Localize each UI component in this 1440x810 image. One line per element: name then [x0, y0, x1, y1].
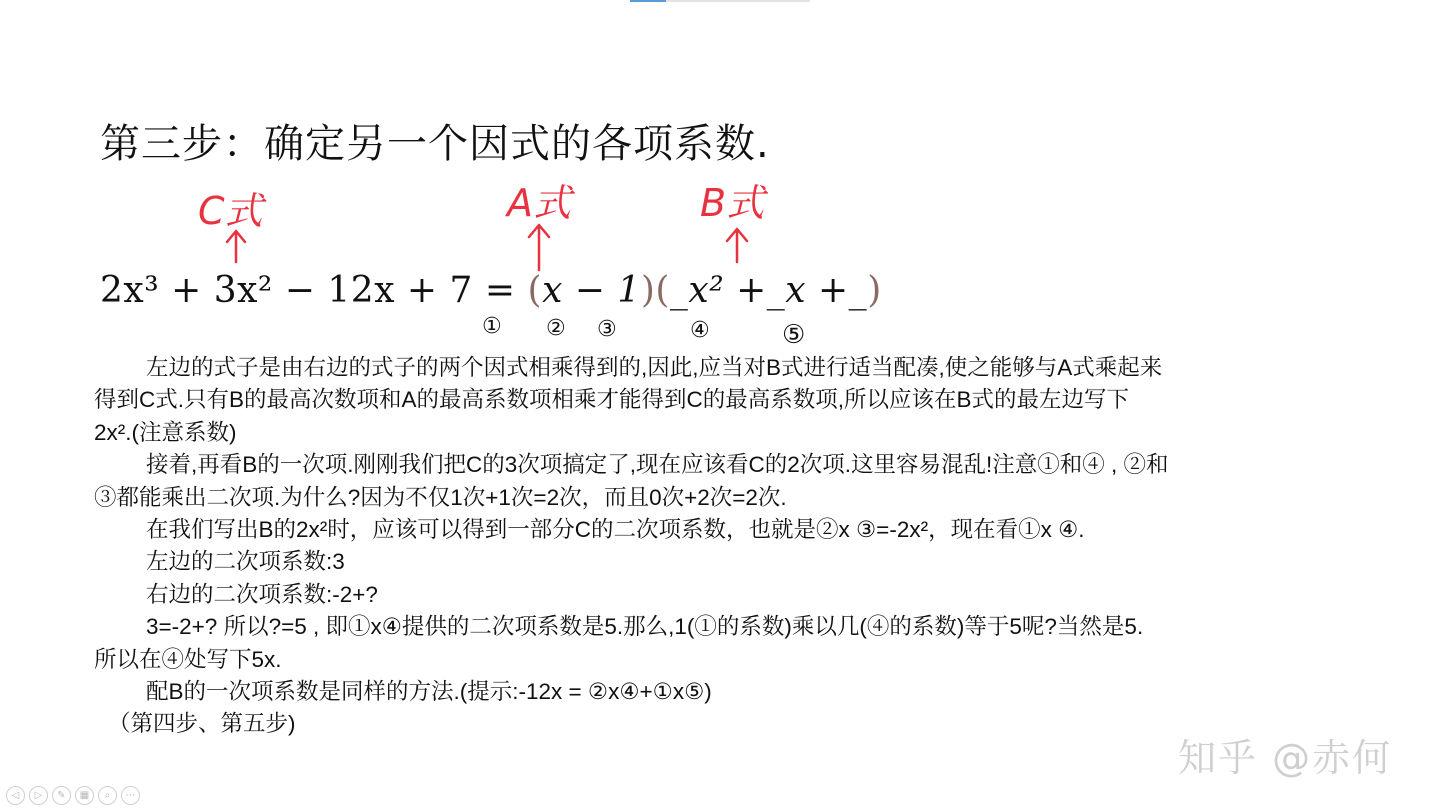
- paragraph: 3=-2+? 所以?=5 , 即①x④提供的二次项系数是5.那么,1(①的系数)乘以几(④的系数)等于5呢?当然是5.: [146, 614, 1144, 640]
- paragraph: 得到C式.只有B的最高次数项和A的最高系数项相乘才能得到C的最高系数项,所以应该在B式的最左边写下: [94, 387, 1130, 413]
- marker-1: ①: [482, 314, 502, 339]
- progress-fill: [630, 0, 666, 2]
- paragraph: 2x².(注意系数): [94, 419, 237, 445]
- equation: [100, 270, 882, 311]
- presentation-toolbar: [6, 786, 140, 805]
- paragraph: 在我们写出B的2x²时，应该可以得到一部分C的二次项系数，也就是②x ③=-2x²，现在看①x ④.: [146, 517, 1085, 543]
- marker-3: ③: [597, 317, 617, 342]
- paren-open: (: [655, 270, 670, 311]
- annotation-a-label: A式: [507, 181, 571, 225]
- pen-icon[interactable]: ✎: [52, 786, 71, 805]
- paragraph: 左边的式子是由右边的式子的两个因式相乘得到的,因此,应当对B式进行适当配凑,使之能够与A式乘起来: [146, 355, 1163, 380]
- annotation-c-label: C式: [198, 189, 263, 233]
- prev-icon[interactable]: ◁: [6, 786, 25, 805]
- paragraph: ③都能乘出二次项.为什么?因为不仅1次+1次=2次，而且0次+2次=2次.: [94, 484, 787, 510]
- marker-2: ②: [546, 316, 566, 341]
- arrow-up-icon: [526, 222, 552, 272]
- paragraph: 所以在④处写下5x.: [94, 646, 282, 672]
- paragraph: 配B的一次项系数是同样的方法.(提示:-12x = ②x④+①x⑤): [146, 679, 712, 705]
- watermark: 知乎 @赤何: [1178, 736, 1393, 780]
- paragraph: 接着,再看B的一次项.刚刚我们把C的3次项搞定了,现在应该看C的2次项.这里容易混乱!注意①和④ , ②和: [146, 452, 1169, 478]
- annotation-b-label: B式: [700, 181, 765, 225]
- factor-b: _x² +_x +_: [669, 270, 868, 311]
- paragraph: （第四步、第五步): [108, 711, 296, 737]
- slides-icon[interactable]: ▦: [75, 786, 94, 805]
- marker-5: ⑤: [782, 320, 806, 350]
- paren-open: (: [527, 270, 543, 311]
- paren-close: ): [867, 270, 882, 311]
- paren-close: ): [640, 270, 656, 311]
- explanation-text: [94, 352, 1374, 741]
- factor-a: x − 1: [542, 270, 641, 311]
- zoom-icon[interactable]: ⌕: [98, 786, 117, 805]
- arrow-up-icon: [724, 226, 750, 264]
- paragraph: 左边的二次项系数:3: [146, 549, 345, 575]
- paragraph: 右边的二次项系数:-2+?: [146, 581, 378, 607]
- more-icon[interactable]: ⋯: [121, 786, 140, 805]
- equation-lhs: 2x³ + 3x² − 12x + 7 =: [100, 270, 516, 311]
- arrow-up-icon: [224, 228, 248, 264]
- progress-bar: [630, 0, 810, 2]
- marker-4: ④: [690, 318, 710, 343]
- next-icon[interactable]: ▷: [29, 786, 48, 805]
- slide-title: 第三步：确定另一个因式的各项系数.: [100, 121, 770, 167]
